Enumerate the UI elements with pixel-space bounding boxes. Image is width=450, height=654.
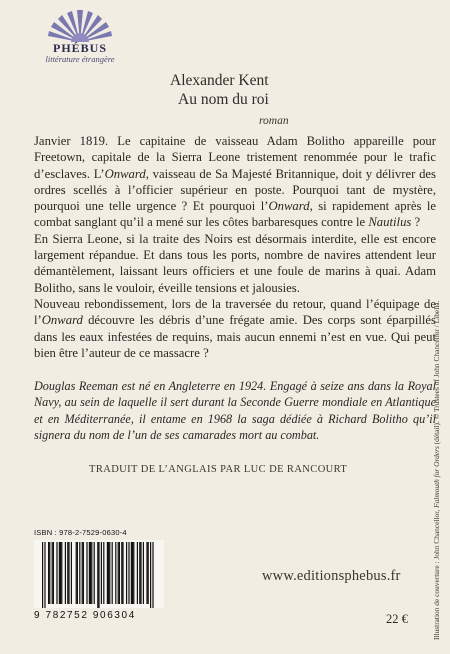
isbn-number: ISBN : 978-2-7529-0630-4 xyxy=(34,528,127,537)
summary-paragraph-1: Janvier 1819. Le capitaine de vaisseau Adam Bolitho appareille pour Freetown, capitale de la Sierra Leone tristement renommée pour le trafic d’esclaves. L’Onward, vaisseau de Sa Majesté Britannique, doit y délivrer des ordres scellés à l’officier supérieur en poste. Pourquoi tant de mystère, pourquoi une telle urgence ? Et pourquoi l’Onward, si rapidement après le combat sanglant qu’il a mené sur les côtes barbaresques contre le Nautilus ? xyxy=(34,134,436,230)
ship-name: Onward xyxy=(104,166,146,181)
cover-illustration-credit: Illustration de couverture : John Chancellor, Falmouth for Orders (détail). © Trustees of John Chancellor / Libella. xyxy=(432,300,441,640)
ean-number: 9 782752 906304 xyxy=(34,610,136,621)
barcode-icon xyxy=(34,540,164,608)
ship-name: Nautilus xyxy=(368,215,412,230)
price-label: 22 € xyxy=(386,612,408,626)
summary-text xyxy=(34,133,436,361)
summary-paragraph-3: Nouveau rebondissement, lors de la traversée du retour, quand l’équipage de l’Onward découvre les débris d’une frégate amie. Des corps sont éparpillés dans les eaux infestées de requins, mais aucun ennemi n’est en vue. Qui peut bien être l’auteur de ce massacre ? xyxy=(34,296,436,360)
summary-paragraph-2: En Sierra Leone, si la traite des Noirs est désormais interdite, elle est encore largement répandue. Et dans tous les ports, nombre de navires attendent leur démantèlement, laissant leurs officiers et une foule de marins à quai. Adam Bolitho, sans le vouloir, éveille tensions et jalousies. xyxy=(34,231,436,295)
ship-name: Onward xyxy=(268,199,310,214)
author-name: Alexander Kent xyxy=(170,72,269,89)
barcode-block xyxy=(34,528,164,628)
publisher-name: PHÉBUS xyxy=(52,41,107,55)
book-title: Au nom du roi xyxy=(178,91,269,108)
collection-name: littérature étrangère xyxy=(45,54,115,64)
sun-rays-icon xyxy=(48,8,112,42)
genre-label: roman xyxy=(259,115,289,127)
translator-credit: TRADUIT DE L’ANGLAIS PAR LUC DE RANCOURT xyxy=(89,464,348,475)
publisher-logo xyxy=(30,8,130,66)
author-bio: Douglas Reeman est né en Angleterre en 1924. Engagé à seize ans dans la Royal Navy, au sein de laquelle il sert durant la Seconde Guerre mondiale en Atlantique et en Méditerranée, il entame en 1968 la saga dédiée à Richard Bolitho qu’il signera du nom de l’un de ses camarades mort au combat. xyxy=(34,379,436,442)
publisher-website[interactable]: www.editionsphebus.fr xyxy=(262,568,401,584)
ship-name: Onward xyxy=(41,313,83,328)
